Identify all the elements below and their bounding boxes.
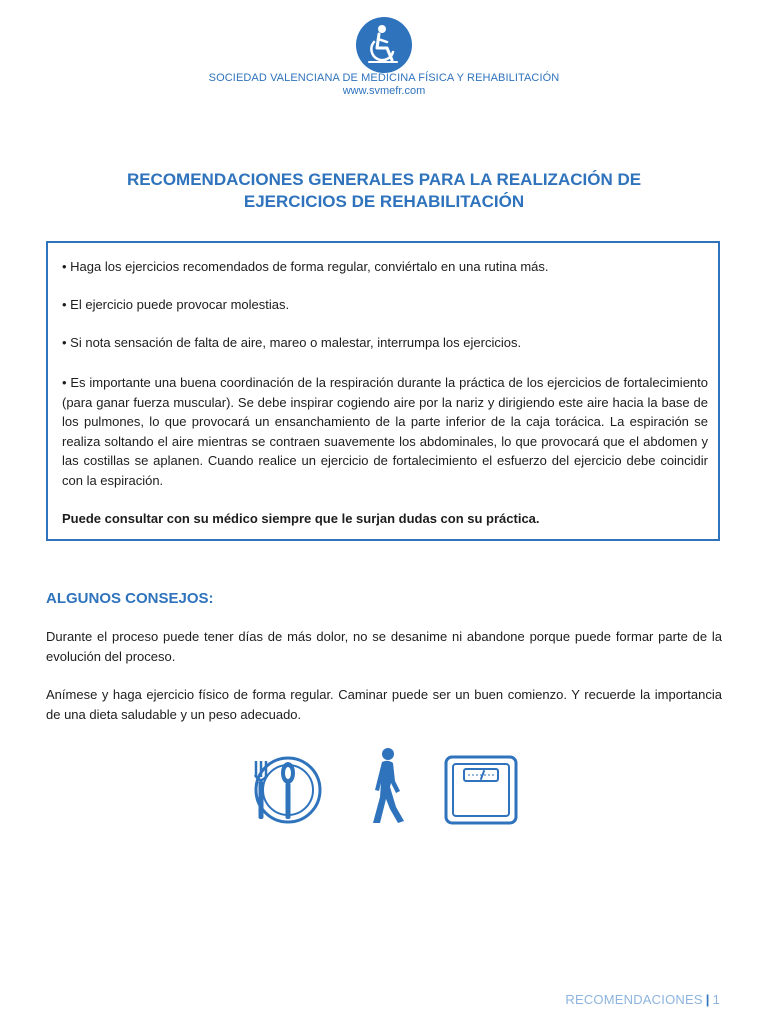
footer-separator: |: [705, 992, 710, 1007]
organization-name: SOCIEDAD VALENCIANA DE MEDICINA FÍSICA Y REHABILITACIÓN: [208, 72, 560, 84]
page-footer: [565, 992, 720, 1007]
walking-person-icon: [366, 747, 410, 830]
advice-paragraph: Durante el proceso puede tener días de más dolor, no se desanime ni abandone porque puede formar parte de la evolución del proceso.: [46, 629, 722, 664]
recommendation-item: • El ejercicio puede provocar molestias.: [62, 297, 290, 312]
recommendations-box: [46, 241, 720, 541]
footer-label: RECOMENDACIONES: [565, 992, 703, 1007]
document-title-line-1: RECOMENDACIONES GENERALES PARA LA REALIZACIÓN DE: [126, 170, 642, 189]
document-title-line-2: EJERCICIOS DE REHABILITACIÓN: [243, 192, 525, 211]
recommendation-item: • Si nota sensación de falta de aire, mareo o malestar, interrumpa los ejercicios.: [62, 335, 522, 350]
recommendation-item: • Haga los ejercicios recomendados de forma regular, conviértalo en una rutina más.: [62, 259, 549, 274]
page-number: 1: [712, 992, 720, 1007]
advice-paragraph: Anímese y haga ejercicio físico de forma regular. Caminar puede ser un buen comienzo. Y recuerde la importancia de una dieta saludable y un peso adecuado.: [46, 687, 722, 722]
bathroom-scale-icon: [444, 755, 518, 830]
plate-fork-spoon-icon: [248, 755, 324, 830]
recommendation-closing: Puede consultar con su médico siempre que le surjan dudas con su práctica.: [62, 511, 540, 526]
advice-section-title: ALGUNOS CONSEJOS:: [46, 590, 214, 607]
organization-url[interactable]: www.svmefr.com: [342, 85, 426, 97]
document-title: [60, 169, 708, 213]
recommendation-item: • Es importante una buena coordinación de la respiración durante la práctica de los ejercicios de fortalecimiento (para ganar fuerza muscular). Se debe inspirar cogiendo aire por la nariz y dirigiendo este aire hacia la base de los pulmones, lo que provocará un ensanchamiento de la parte inferior de la caja torácica. La espiración se realiza soltando el aire mientras se contraen suavemente los abdominales, lo que provocará que el abdomen y las costillas se aplanen. Cuando realice un ejercicio de fortalecimiento el esfuerzo del ejercicio debe coincidir con la espiración.: [62, 375, 708, 488]
wheelchair-person-logo-icon: [355, 16, 413, 74]
